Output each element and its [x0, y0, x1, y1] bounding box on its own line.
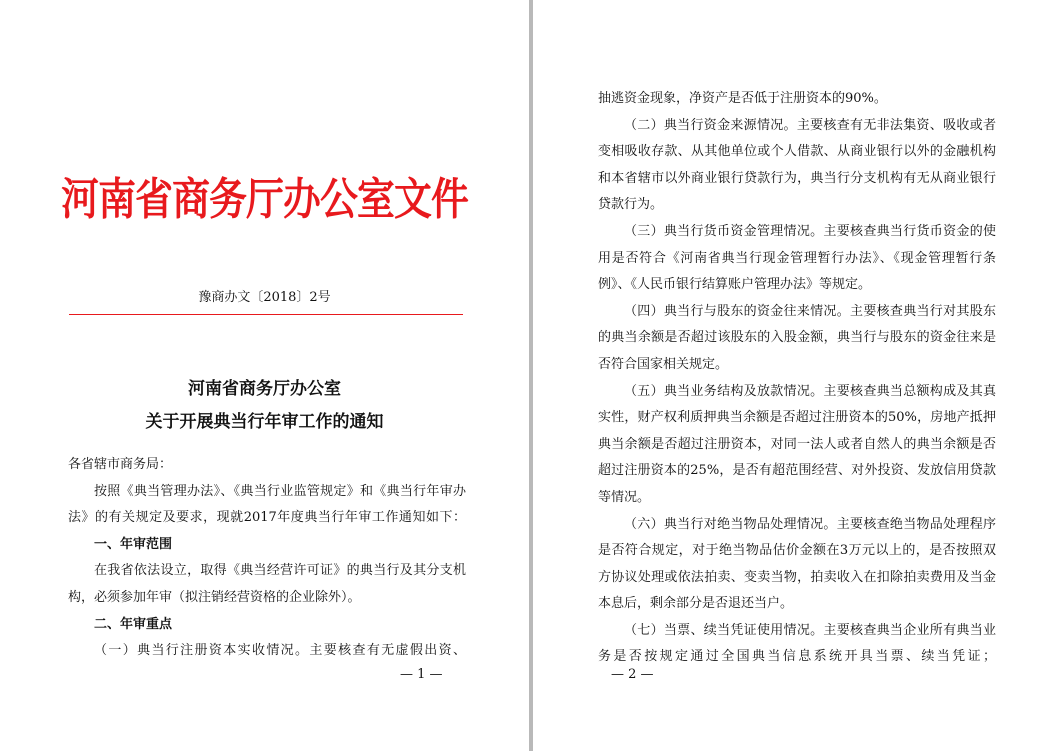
item-6-paragraph: （六）典当行对绝当物品处理情况。主要核查绝当物品处理程序是否符合规定，对于绝当物品估价金额在3万元以上的，是否按照双方协议处理或依法拍卖、变卖当物，拍卖收入在扣除拍卖费用及当金本息后，剩余部分是否退还当户。: [598, 516, 996, 612]
document-header-title: 河南省商务厅办公室文件: [61, 174, 468, 225]
page-number-1: — 1 —: [400, 667, 443, 682]
item-1-paragraph-continued: 抽逃资金现象，净资产是否低于注册资本的90%。: [598, 91, 887, 106]
item-3-paragraph: （三）典当行货币资金管理情况。主要核查典当行货币资金的使用是否符合《河南省典当行现金管理暂行办法》、《现金管理暂行条例》、《人民币银行结算账户管理办法》等规定。: [598, 223, 996, 293]
page-2-body: [598, 86, 996, 671]
page-number-2: — 2 —: [611, 667, 654, 682]
notice-title-line-1: 河南省商务厅办公室: [188, 379, 341, 399]
section-1-heading: 一、年审范围: [94, 536, 173, 552]
item-5-paragraph: （五）典当业务结构及放款情况。主要核查典当总额构成及其真实性，财产权利质押典当余额是否超过注册资本的50%，房地产抵押典当余额是否超过注册资本，对同一法人或者自然人的典当余额是否超过注册资本的25%，是否有超范围经营、对外投资、发放信用贷款等情况。: [598, 383, 996, 505]
salutation: 各省辖市商务局：: [68, 457, 173, 472]
section-2-heading: 二、年审重点: [94, 616, 173, 632]
notice-title-line-2: 关于开展典当行年审工作的通知: [145, 412, 384, 432]
intro-paragraph: 按照《典当管理办法》、《典当行业监管规定》和《典当行年审办法》的有关规定及要求，现就2017年度典当行年审工作通知如下：: [68, 483, 466, 526]
document-page-2: [533, 0, 1062, 751]
item-1-paragraph-start: （一）典当行注册资本实收情况。主要核查有无虚假出资、: [94, 643, 466, 659]
item-4-paragraph: （四）典当行与股东的资金往来情况。主要核查典当行对其股东的典当余额是否超过该股东的入股金额，典当行与股东的资金往来是否符合国家相关规定。: [598, 303, 996, 372]
item-2-paragraph: （二）典当行资金来源情况。主要核查有无非法集资、吸收或者变相吸收存款、从其他单位或个人借款、从商业银行以外的金融机构和本省辖市以外商业银行贷款行为，典当行分支机构有无从商业银行贷款行为。: [598, 117, 996, 213]
document-number: 豫商办文〔2018〕2号: [198, 290, 331, 305]
red-divider-line: [69, 314, 463, 315]
section-1-paragraph: 在我省依法设立，取得《典当经营许可证》的典当行及其分支机构，必须参加年审（拟注销经营资格的企业除外）。: [68, 563, 466, 605]
page-1-body: [68, 452, 466, 665]
document-page-1: [0, 0, 529, 751]
item-7-paragraph-start: （七）当票、续当凭证使用情况。主要核查典当企业所有典当业务是否按规定通过全国典当信息系统开具当票、续当凭证；: [598, 622, 996, 665]
